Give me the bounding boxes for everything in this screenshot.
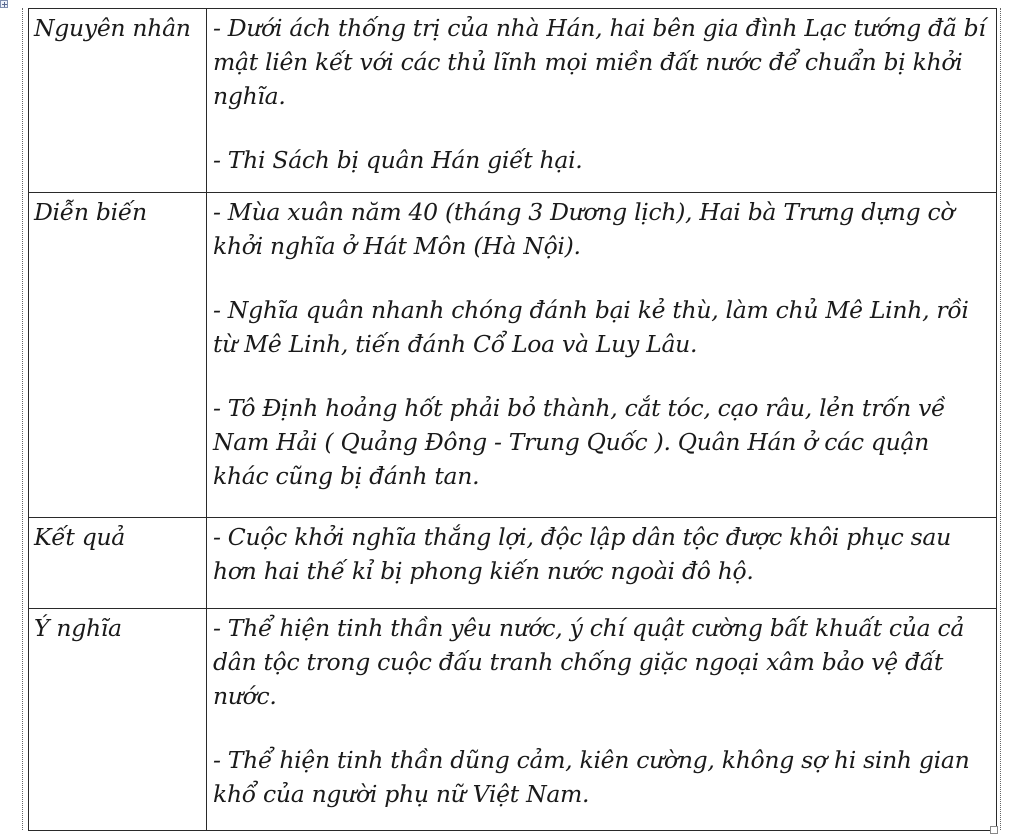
content-paragraph: - Thể hiện tinh thần yêu nước, ý chí quật cường bất khuất của cả dân tộc trong cuộc đấu tranh chống giặc ngoại xâm bảo vệ đất nước.: [213, 614, 965, 710]
content-paragraph: - Thi Sách bị quân Hán giết hại.: [213, 146, 583, 174]
table-row: [29, 609, 997, 831]
row-label: Ý nghĩa: [29, 609, 207, 831]
table-left-gridline: [22, 8, 23, 830]
row-content: [207, 193, 997, 518]
table-move-handle-icon[interactable]: [0, 0, 8, 8]
content-paragraph: - Thể hiện tinh thần dũng cảm, kiên cường, không sợ hi sinh gian khổ của người phụ nữ Việt Nam.: [213, 746, 970, 808]
table-row: [29, 518, 997, 609]
row-content: [207, 518, 997, 609]
content-paragraph: - Cuộc khởi nghĩa thắng lợi, độc lập dân tộc được khôi phục sau hơn hai thế kỉ bị phong kiến nước ngoài đô hộ.: [213, 523, 951, 585]
table-row: [29, 9, 997, 193]
row-label: Nguyên nhân: [29, 9, 207, 193]
content-paragraph: - Mùa xuân năm 40 (tháng 3 Dương lịch), Hai bà Trưng dựng cờ khởi nghĩa ở Hát Môn (Hà Nội).: [213, 198, 955, 260]
row-content: [207, 609, 997, 831]
table-resize-handle-icon[interactable]: [990, 826, 998, 834]
content-paragraph: - Tô Định hoảng hốt phải bỏ thành, cắt tóc, cạo râu, lẻn trốn về Nam Hải ( Quảng Đông - Trung Quốc ). Quân Hán ở các quận khác cũng bị đánh tan.: [213, 394, 946, 490]
row-content: [207, 9, 997, 193]
table-right-gridline: [1000, 8, 1001, 830]
content-paragraph: - Nghĩa quân nhanh chóng đánh bại kẻ thù, làm chủ Mê Linh, rồi từ Mê Linh, tiến đánh Cổ Loa và Luy Lâu.: [213, 296, 969, 358]
history-table: [28, 8, 997, 831]
row-label: Diễn biến: [29, 193, 207, 518]
content-paragraph: - Dưới ách thống trị của nhà Hán, hai bên gia đình Lạc tướng đã bí mật liên kết với các thủ lĩnh mọi miền đất nước để chuẩn bị khởi nghĩa.: [213, 14, 986, 110]
row-label: Kết quả: [29, 518, 207, 609]
table-row: [29, 193, 997, 518]
